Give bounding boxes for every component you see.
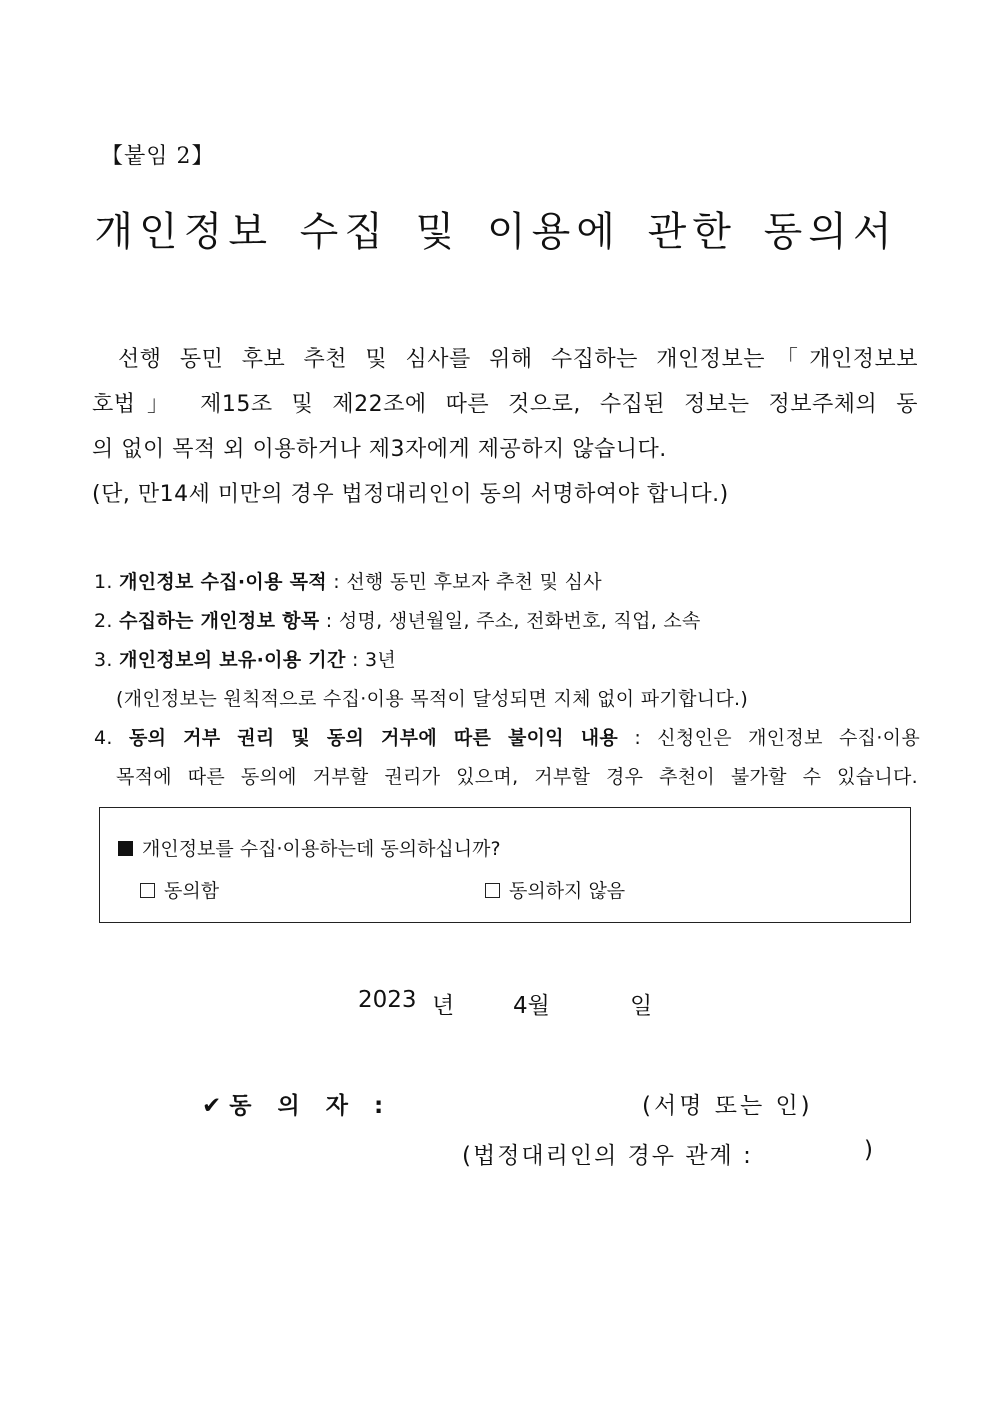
attachment-label: 【붙임 2】 [101, 144, 215, 169]
item-number: 2. [94, 610, 120, 632]
list-item [94, 645, 396, 672]
list-item [94, 606, 701, 633]
intro-line-2: 호법」 제15조 및 제22조에 따른 것으로, 수집된 정보는 정보주체의 동 [92, 392, 918, 417]
intro-line-3: 의 없이 목적 외 이용하거나 제3자에게 제공하지 않습니다. [92, 437, 667, 462]
item-number: 1. [94, 571, 120, 593]
item-number: 4. [94, 727, 129, 749]
relation-note: (법정대리인의 경우 관계 : [462, 1143, 753, 1169]
consent-question-text: 개인정보를 수집·이용하는데 동의하십니까? [142, 838, 501, 860]
relation-close: ) [864, 1137, 873, 1163]
intro-line-1: 선행 동민 후보 추천 및 심사를 위해 수집하는 개인정보는「개인정보보 [118, 347, 918, 372]
item-value: 신청인은 개인정보 수집·이용 [657, 727, 920, 749]
item-separator: : [618, 727, 658, 749]
item-separator: : [345, 649, 366, 671]
checkmark-icon: ✔ [202, 1093, 222, 1119]
date-month: 4월 [513, 993, 550, 1019]
list-item [94, 723, 920, 750]
document-title: 개인정보 수집 및 이용에 관한 동의서 [94, 209, 898, 255]
item-value: 3년 [365, 649, 397, 671]
date-year: 2023 [358, 987, 417, 1013]
item-separator: : [326, 571, 347, 593]
item-label: 수집하는 개인정보 항목 [119, 610, 320, 632]
consent-box [99, 807, 911, 923]
checkbox-disagree[interactable] [485, 883, 500, 898]
signature-label-text: 동 의 자 : [229, 1093, 393, 1119]
date-day-unit: 일 [630, 993, 653, 1019]
signature-note: (서명 또는 인) [642, 1093, 813, 1119]
agree-option[interactable] [140, 876, 219, 903]
item-label: 동의 거부 권리 및 동의 거부에 따른 불이익 내용 [128, 727, 619, 749]
signature-label [202, 1087, 392, 1120]
list-item [94, 567, 602, 594]
item-label: 개인정보 수집·이용 목적 [119, 571, 327, 593]
checkbox-agree[interactable] [140, 883, 155, 898]
item-separator: : [319, 610, 339, 632]
disagree-option[interactable] [485, 876, 625, 903]
black-square-icon [118, 841, 133, 856]
item-number: 3. [94, 649, 120, 671]
item-value: 선행 동민 후보자 추천 및 심사 [346, 571, 602, 593]
disagree-label: 동의하지 않음 [509, 880, 626, 902]
item-3-note: (개인정보는 원칙적으로 수집·이용 목적이 달성되면 지체 없이 파기합니다.) [116, 688, 749, 710]
intro-line-4: (단, 만14세 미만의 경우 법정대리인이 동의 서명하여야 합니다.) [92, 482, 729, 507]
consent-question [118, 834, 501, 861]
item-label: 개인정보의 보유·이용 기간 [119, 649, 346, 671]
item-4-continuation: 목적에 따른 동의에 거부할 권리가 있으며, 거부할 경우 추천이 불가할 수 있습니다. [116, 766, 918, 788]
item-value: 성명, 생년월일, 주소, 전화번호, 직업, 소속 [338, 610, 701, 632]
date-year-unit: 년 [432, 993, 455, 1019]
agree-label: 동의함 [164, 880, 220, 902]
